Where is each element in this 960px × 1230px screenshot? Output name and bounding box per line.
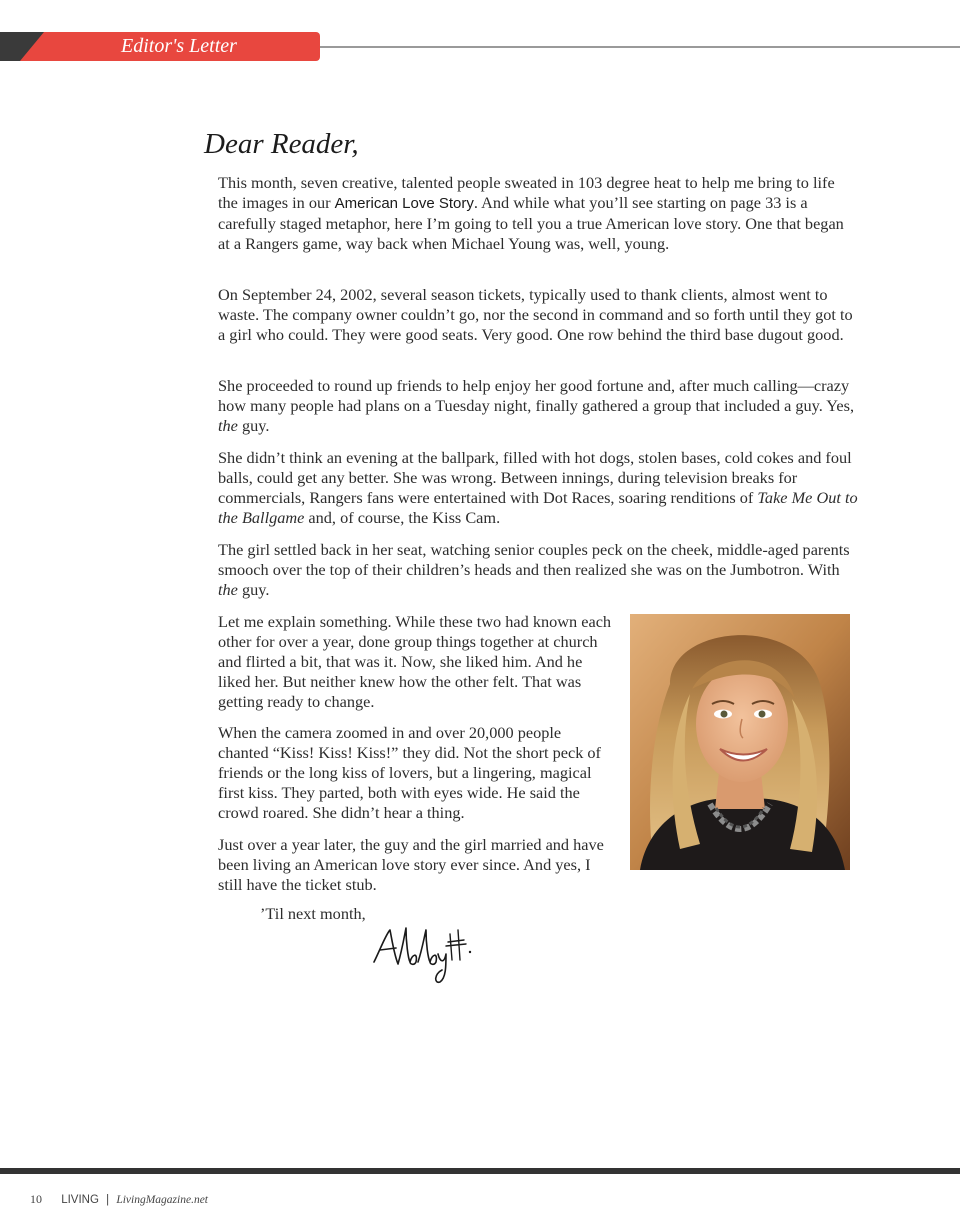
paragraph-2: On September 24, 2002, several season tickets, typically used to thank clients, almost went to waste. The company owner couldn’t go, nor the second in command and so forth until they got to a girl who could. They were good seats. Very good. One row behind the third base dugout good. (218, 285, 853, 344)
editor-portrait-icon (630, 614, 850, 870)
page-number: 10 (30, 1192, 42, 1206)
signature-icon (368, 920, 478, 990)
paragraph-3: She proceeded to round up friends to help enjoy her good fortune and, after much calling—crazy how many people had plans on a Tuesday night, finally gathered a group that included a guy. Yes, the guy. (218, 376, 855, 435)
editor-portrait-photo (630, 614, 850, 870)
feature-name: American Love Story (334, 195, 474, 212)
footer-rule (0, 1168, 960, 1174)
paragraph-7: When the camera zoomed in and over 20,000 people chanted “Kiss! Kiss! Kiss!” they did. Not the short peck of friends or the long kiss of lovers, but a lingering, magical first kiss. They parted, both with eyes wide. He said the crowd roared. She didn’t hear a thing. (218, 723, 601, 822)
footer-separator: | (106, 1194, 110, 1206)
paragraph-4: She didn’t think an evening at the ballpark, filled with hot dogs, stolen bases, cold cokes and foul balls, could get any better. She was wrong. Between innings, during television breaks for commercials, Rangers fans were entertained with Dot Races, soaring renditions of Take Me Out to the Ballgame and, of course, the Kiss Cam. (218, 448, 858, 527)
section-title: Editor's Letter (121, 35, 237, 57)
salutation: Dear Reader, (204, 128, 359, 160)
footer (30, 1192, 208, 1207)
header-rule (318, 46, 960, 48)
paragraph-5: The girl settled back in her seat, watching senior couples peck on the cheek, middle-aged parents smooch over the top of their children’s heads and then realized she was on the Jumbotron. With the guy. (218, 540, 850, 599)
paragraph-1: This month, seven creative, talented people sweated in 103 degree heat to help me bring to life the images in our American Love Story. And while what you’ll see starting on page 33 is a carefully staged metaphor, here I’m going to tell you a true American love story. One that began at a Rangers game, way back when Michael Young was, well, young. (218, 173, 844, 253)
closing-line: ’Til next month, (260, 904, 366, 923)
paragraph-6: Let me explain something. While these two had known each other for over a year, done group things together at church and flirted a bit, that was it. Now, she liked him. And he liked her. But neither knew how the other felt. That was getting ready to change. (218, 612, 612, 711)
magazine-name: LIVING (61, 1194, 99, 1206)
paragraph-8: Just over a year later, the guy and the girl married and have been living an American love story ever since. And yes, I still have the ticket stub. (218, 835, 604, 894)
website-link[interactable]: LivingMagazine.net (116, 1194, 208, 1206)
